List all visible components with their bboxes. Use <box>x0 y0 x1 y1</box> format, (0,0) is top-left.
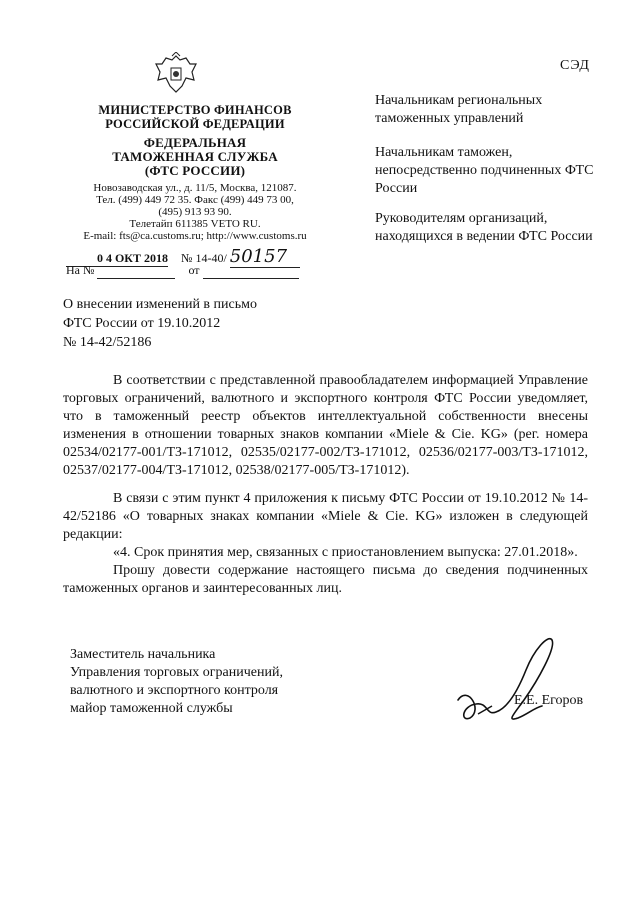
reply-number-blank <box>97 263 175 279</box>
address-line-3: (495) 913 93 90. <box>158 206 232 218</box>
email-line: E-mail: fts@ca.customs.ru; http://www.customs.ru <box>83 230 307 242</box>
body-paragraph-3: «4. Срок принятия мер, связанных с приостановлением выпуска: 27.01.2018». <box>113 545 578 560</box>
signer-position-line-1: Заместитель начальника <box>70 647 216 662</box>
signature-block <box>70 646 283 718</box>
ministry-line-2: РОССИЙСКОЙ ФЕДЕРАЦИИ <box>105 117 285 131</box>
reply-label: На № <box>66 263 95 277</box>
from-date-blank <box>203 263 299 279</box>
registration-number-handwritten: 50157 <box>230 246 300 268</box>
signer-name: Е.Е. Егоров <box>514 693 584 708</box>
recipient-2: Начальникам таможен, непосредственно подчиненных ФТС России <box>375 145 594 196</box>
ministry-line-1: МИНИСТЕРСТВО ФИНАНСОВ <box>98 103 292 117</box>
recipient-1: Начальникам региональных таможенных управлений <box>375 93 543 126</box>
service-line-1: ФЕДЕРАЛЬНАЯ <box>143 135 247 150</box>
signer-position-line-3: валютного и экспортного контроля <box>70 683 279 698</box>
body-paragraph-4: Прошу довести содержание настоящего письма до сведения подчиненных таможенных органов и заинтересованных лиц. <box>63 563 588 596</box>
sed-mark: СЭД <box>560 58 590 73</box>
subject-line-2: ФТС России от 19.10.2012 <box>63 316 221 331</box>
address-line-2: Тел. (499) 449 72 35. Факс (499) 449 73 00, <box>96 194 294 206</box>
service-line-2: ТАМОЖЕННАЯ СЛУЖБА <box>112 149 278 164</box>
service-line-3: (ФТС РОССИИ) <box>144 163 246 178</box>
handwritten-signature <box>448 630 568 740</box>
registration-date: 0 4 ОКТ 2018 <box>66 251 168 267</box>
body-paragraph-2: В связи с этим пункт 4 приложения к письму ФТС России от 19.10.2012 № 14-42/52186 «О товарных знаках компании «Miele & Cie. KG» изложен в следующей редакции: <box>63 491 588 542</box>
subject-line-1: О внесении изменений в письмо <box>63 297 257 312</box>
subject-line-3: № 14-42/52186 <box>63 335 152 350</box>
address-line-4: Телетайп 611385 VETO RU. <box>129 218 261 230</box>
coat-of-arms-emblem <box>152 52 200 96</box>
reply-row <box>66 263 299 279</box>
body-paragraph-1: В соответствии с представленной правообладателем информацией Управление торговых ограничений, валютного и экспортного контроля ФТС России уведомляет, что в таможенный реестр объектов интеллектуальной собственности внесены изменения в отношении товарных знаков компании «Miele & Cie. KG» (рег. номера 02534/02177-001/ТЗ-171012, 02535/02177-002/ТЗ-171012, 02536/02177-003/ТЗ-171012, 02537/02177-004/ТЗ-171012, 02538/02177-005/ТЗ-171012). <box>63 373 588 478</box>
registration-number-prefix: № 14-40/ <box>181 251 227 265</box>
subject <box>63 295 257 352</box>
from-label: от <box>188 263 200 277</box>
recipient-3: Руководителям организаций, находящихся в ведении ФТС России <box>375 211 593 244</box>
signer-position-line-2: Управления торговых ограничений, <box>70 665 283 680</box>
address-line-1: Новозаводская ул., д. 11/5, Москва, 121087. <box>93 182 297 194</box>
signer-position-line-4: майор таможенной службы <box>70 701 233 716</box>
